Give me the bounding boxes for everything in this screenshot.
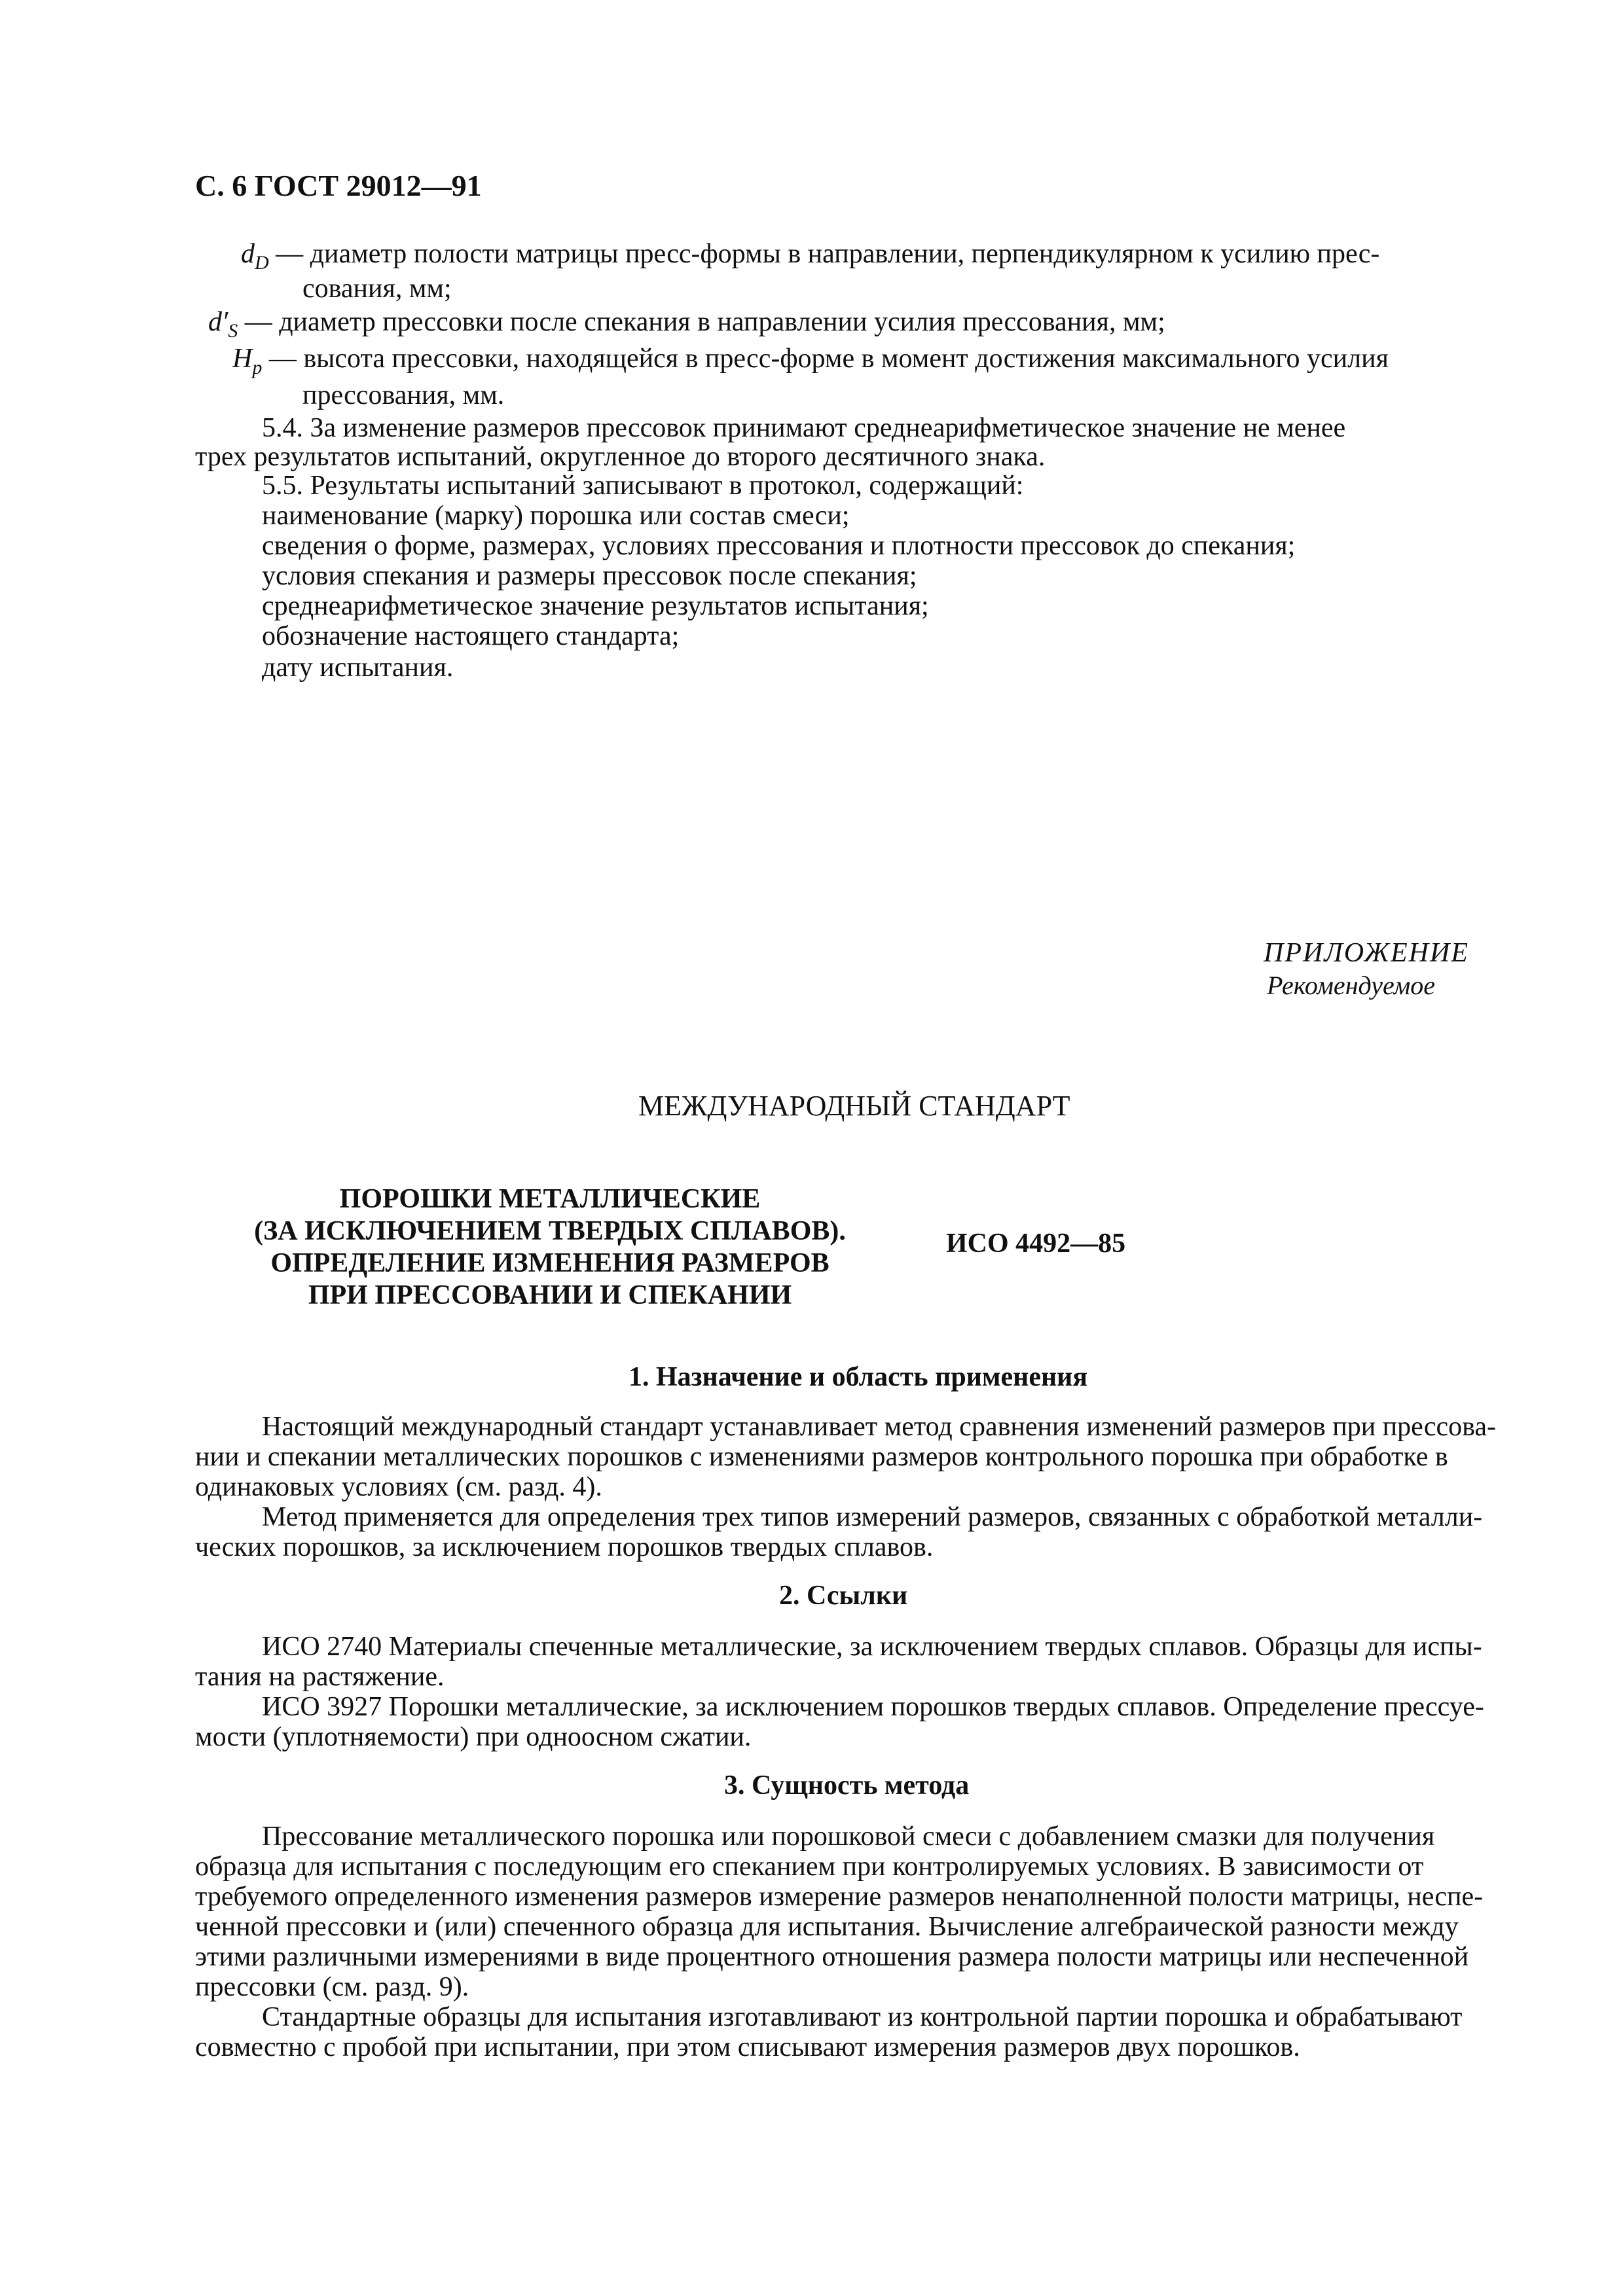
intl-standard-heading: МЕЖДУНАРОДНЫЙ СТАНДАРТ [638, 1090, 1070, 1122]
title-line: ОПРЕДЕЛЕНИЕ ИЗМЕНЕНИЯ РАЗМЕРОВ [270, 1248, 830, 1278]
paragraph-line: этими различными измерениями в виде процентного отношения размера полости матрицы или неспеченной [195, 1942, 1469, 1972]
definition-hp-continuation: прессования, мм. [302, 380, 505, 410]
paragraph-line: ческих порошков, за исключением порошков твердых сплавов. [195, 1532, 934, 1562]
clause-5-4-line1: 5.4. За изменение размеров прессовок принимают среднеарифметическое значение не менее [262, 413, 1346, 443]
symbol: d′ [208, 307, 228, 337]
definition-text: — диаметр прессовки после спекания в направлении усилия прессования, мм; [244, 307, 1165, 337]
appendix-label: ПРИЛОЖЕНИЕ [1264, 938, 1469, 968]
clause-5-5-intro: 5.5. Результаты испытаний записывают в протокол, содержащий: [262, 471, 1024, 501]
section-heading: 3. Сущность метода [724, 1770, 970, 1801]
title-line: ПРИ ПРЕССОВАНИИ И СПЕКАНИИ [308, 1280, 792, 1310]
symbol-subscript: S [228, 320, 238, 342]
definition-dd-continuation: сования, мм; [302, 274, 452, 304]
paragraph-line: требуемого определенного изменения размеров измерение размеров ненаполненной полости матрицы, неспе- [195, 1882, 1484, 1912]
symbol: H [232, 344, 253, 374]
list-item: дату испытания. [262, 653, 454, 683]
list-item: среднеарифметическое значение результатов испытания; [262, 591, 929, 621]
paragraph-line: одинаковых условиях (см. разд. 4). [195, 1472, 602, 1502]
appendix-status: Рекомендуемое [1267, 971, 1436, 1000]
paragraph-line: Стандартные образцы для испытания изготавливают из контрольной партии порошка и обрабатывают [262, 2002, 1463, 2032]
doc-title [249, 1183, 851, 1312]
section-heading: 1. Назначение и область применения [629, 1362, 1088, 1392]
doc-code: ИСО 4492—85 [946, 1229, 1126, 1259]
section-heading: 2. Ссылки [779, 1581, 908, 1611]
definition-text: — диаметр полости матрицы пресс-формы в направлении, перпендикулярном к усилию прес- [276, 239, 1380, 269]
symbol-subscript: р [252, 357, 263, 378]
title-line: (ЗА ИСКЛЮЧЕНИЕМ ТВЕРДЫХ СПЛАВОВ). [254, 1216, 846, 1246]
symbol-subscript: D [255, 252, 269, 274]
paragraph-line: Метод применяется для определения трех типов измерений размеров, связанных с обработкой металли- [262, 1502, 1483, 1532]
paragraph-line: ИСО 3927 Порошки металлические, за исключением порошков твердых сплавов. Определение прессуе- [262, 1692, 1484, 1722]
list-item: условия спекания и размеры прессовок после спекания; [262, 561, 917, 591]
paragraph-line: ченной прессовки и (или) спеченного образца для испытания. Вычисление алгебраической разности между [195, 1912, 1459, 1942]
paragraph-line: ИСО 2740 Материалы спеченные металлические, за исключением твердых сплавов. Образцы для испы- [262, 1632, 1482, 1662]
list-item: сведения о форме, размерах, условиях прессования и плотности прессовок до спекания; [262, 531, 1296, 561]
clause-5-4-line2: трех результатов испытаний, округленное до второго десятичного знака. [195, 442, 1046, 472]
symbol: d [241, 239, 255, 269]
paragraph-line: мости (уплотняемости) при одноосном сжатии. [195, 1722, 752, 1752]
definition-text: — высота прессовки, находящейся в пресс-форме в момент достижения максимального усилия [268, 344, 1389, 374]
paragraph-line: Прессование металлического порошка или порошковой смеси с добавлением смазки для получения [262, 1821, 1435, 1852]
title-line: ПОРОШКИ МЕТАЛЛИЧЕСКИЕ [339, 1184, 761, 1214]
list-item: наименование (марку) порошка или состав смеси; [262, 501, 850, 531]
page-header: С. 6 ГОСТ 29012—91 [195, 169, 482, 202]
list-item: обозначение настоящего стандарта; [262, 621, 680, 651]
paragraph-line: тания на растяжение. [195, 1662, 445, 1692]
paragraph-line: совместно с пробой при испытании, при этом списывают измерения размеров двух порошков. [195, 2032, 1300, 2062]
paragraph-line: Настоящий международный стандарт устанавливает метод сравнения изменений размеров при прессова- [262, 1412, 1497, 1442]
paragraph-line: нии и спекании металлических порошков с изменениями размеров контрольного порошка при обработке в [195, 1442, 1448, 1472]
paragraph-line: прессовки (см. разд. 9). [195, 1972, 469, 2002]
paragraph-line: образца для испытания с последующим его спеканием при контролируемых условиях. В зависимости от [195, 1852, 1424, 1882]
